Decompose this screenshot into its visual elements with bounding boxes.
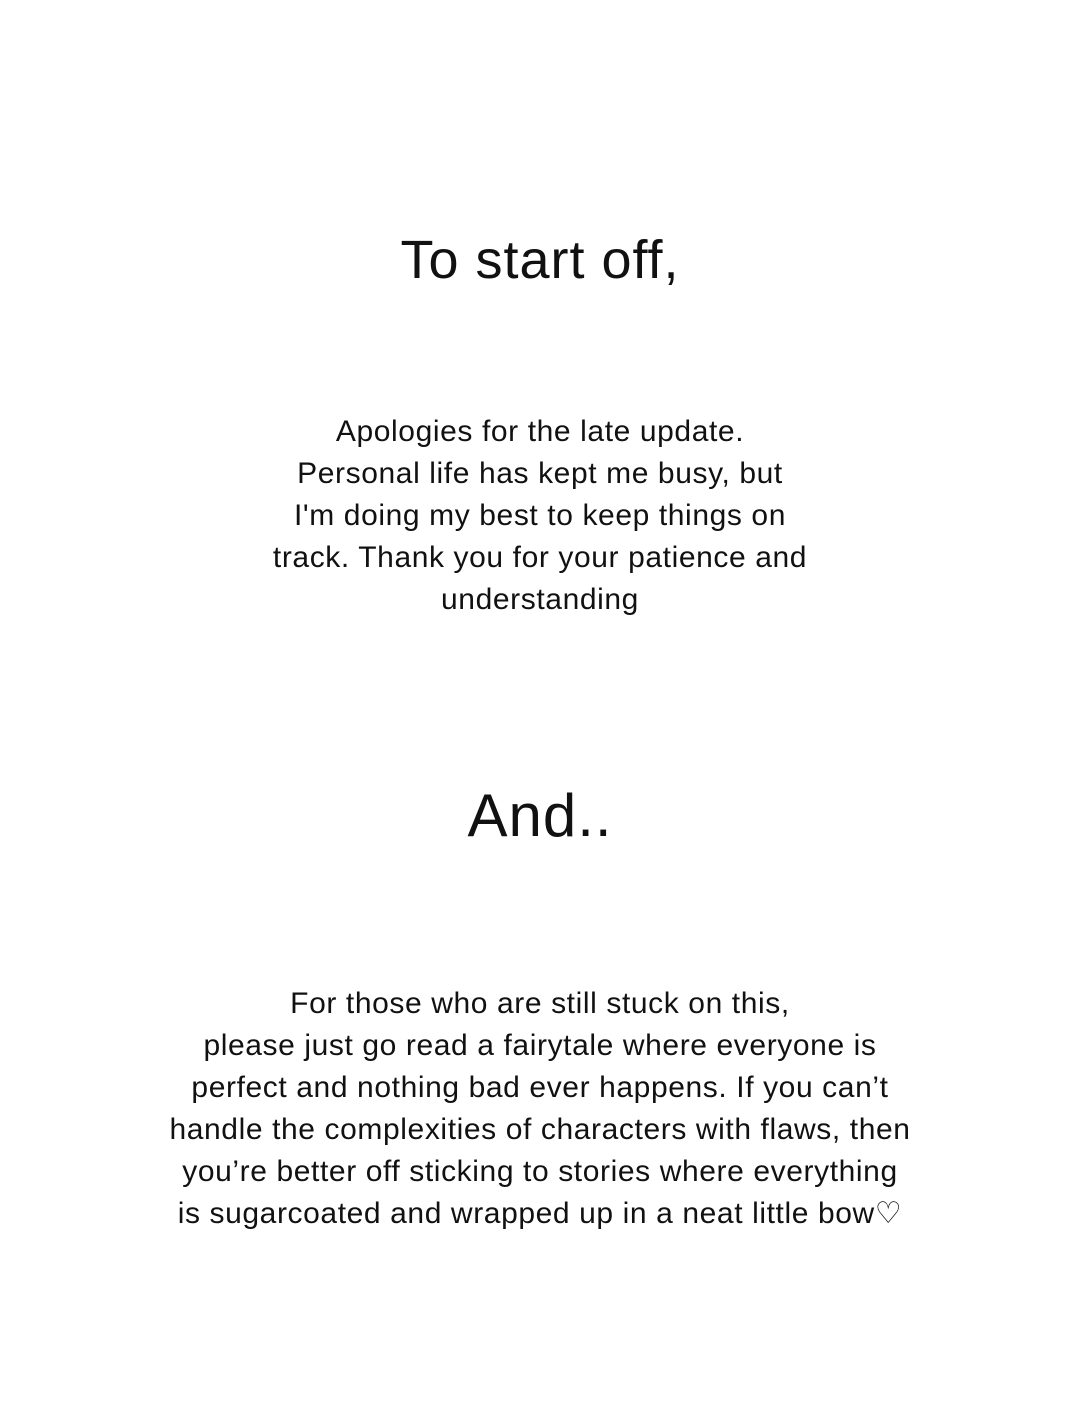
message-line: perfect and nothing bad ever happens. If you can’t — [191, 1071, 889, 1104]
message-line: is sugarcoated and wrapped up in a neat little bow♡ — [177, 1197, 903, 1230]
apology-line: understanding — [441, 583, 639, 616]
apology-line: Personal life has kept me busy, but — [297, 457, 783, 490]
message-line: you’re better off sticking to stories where everything — [182, 1155, 898, 1188]
message-line: handle the complexities of characters with flaws, then — [169, 1113, 911, 1146]
apology-line: track. Thank you for your patience and — [272, 541, 808, 574]
apology-line: Apologies for the late update. — [335, 415, 745, 448]
heading-to-start-off: To start off, — [400, 230, 680, 290]
apology-line: I'm doing my best to keep things on — [294, 499, 786, 532]
message-line: please just go read a fairytale where everyone is — [203, 1029, 877, 1062]
message-paragraph — [0, 983, 1080, 1235]
heading-and: And.. — [467, 782, 613, 849]
message-line: For those who are still stuck on this, — [290, 987, 790, 1020]
apology-paragraph — [0, 411, 1080, 621]
